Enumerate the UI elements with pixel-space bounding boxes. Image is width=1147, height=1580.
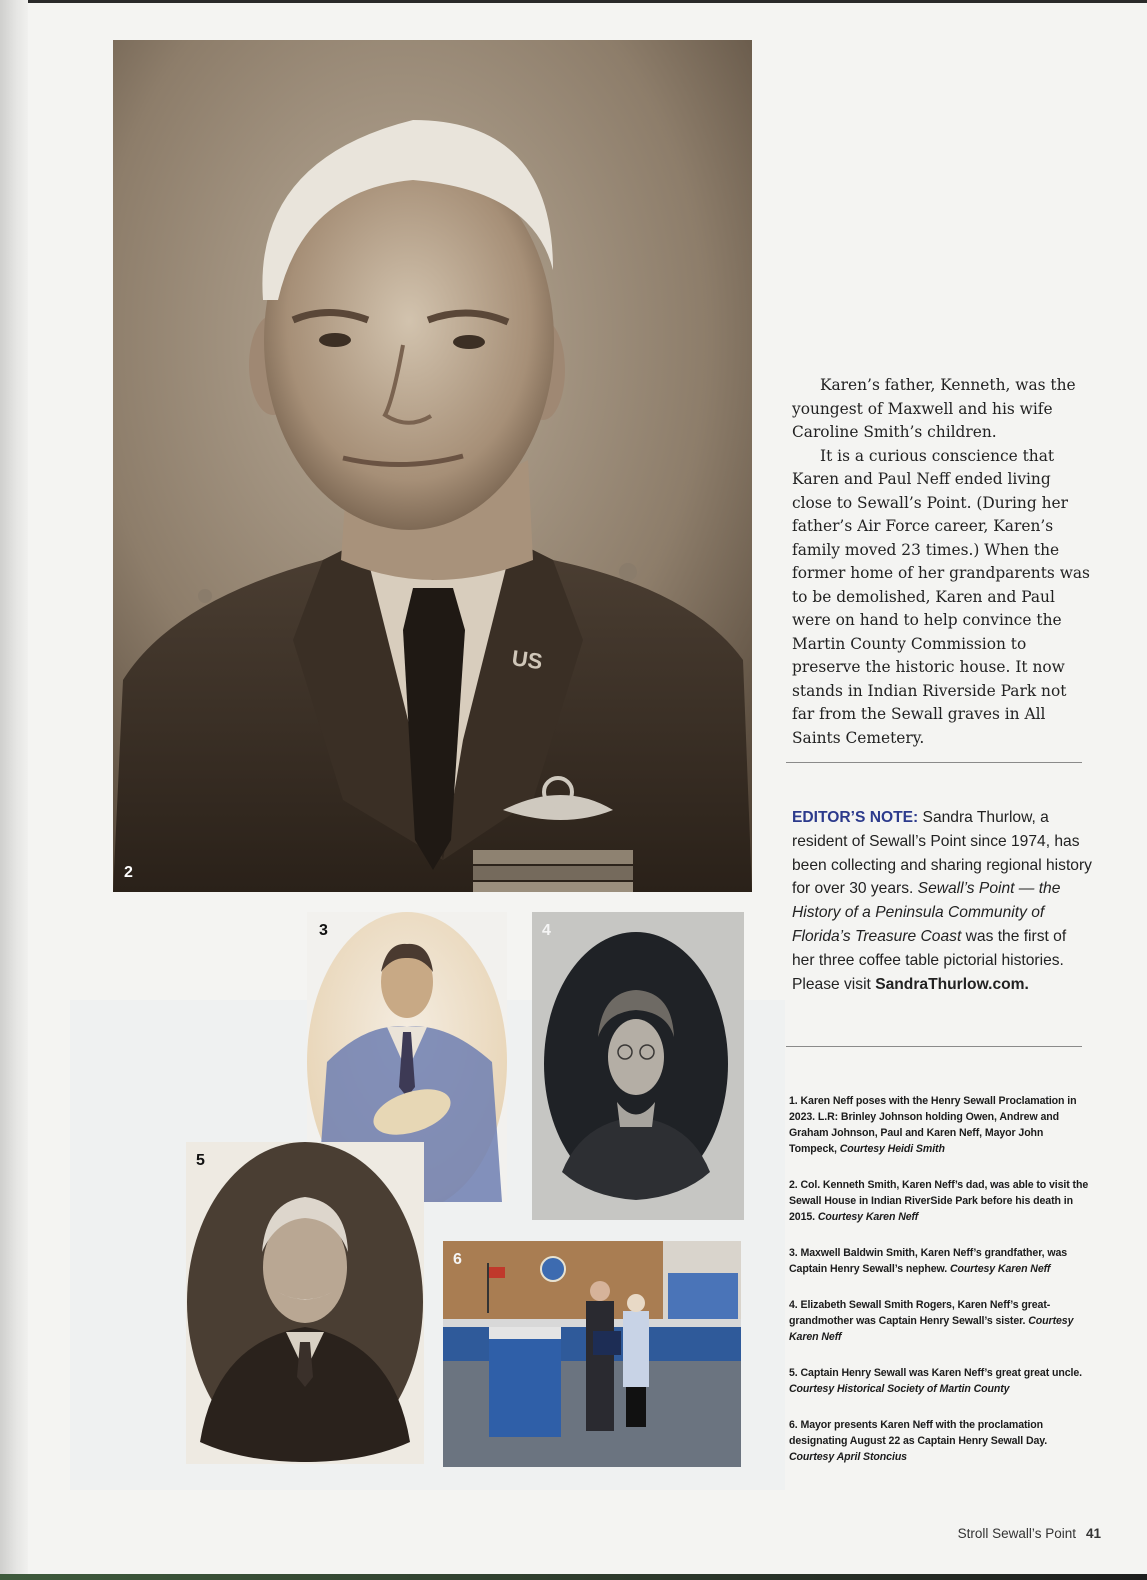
editors-note (792, 806, 1092, 996)
story-paragraph-2: It is a curious conscience that Karen and Paul Neff ended living close to Sewall’s Point. (During her father’s Air Force career, Karen’s family moved 23 times.) When the former home of her grandparents was to be demolished, Karen and Paul were on hand to help convince the Martin County Commission to preserve the historic house. It now stands in Indian Riverside Park not far from the Sewall graves in All Saints Cemetery. (792, 446, 1090, 747)
story-paragraph-1: Karen’s father, Kenneth, was the youngest of Maxwell and his wife Caroline Smith’s children. (792, 376, 1076, 441)
photo-captain-henry-sewall (186, 1142, 424, 1464)
photo-number-6: 6 (453, 1251, 462, 1268)
caption-2: 2. Col. Kenneth Smith, Karen Neff’s dad, was able to visit the Sewall House in Indian RiverSide Park before his death in 2015. Courtesy Karen Neff (789, 1179, 1089, 1223)
page-bottom-edge (0, 1574, 1147, 1580)
editors-note-text-2: was the first of her three coffee table pictorial histories. Please visit (792, 927, 1067, 993)
caption-5: 5. Captain Henry Sewall was Karen Neff’s great great uncle. Courtesy Historical Society of Martin County (789, 1367, 1082, 1395)
publication-name: Stroll Sewall’s Point (957, 1526, 1076, 1541)
photo-number-3: 3 (319, 922, 328, 939)
caption-6: 6. Mayor presents Karen Neff with the proclamation designating August 22 as Captain Henry Sewall Day. Courtesy April Stoncius (789, 1419, 1048, 1463)
oval-portrait-illustration (186, 1142, 424, 1464)
oval-portrait-illustration (532, 912, 744, 1220)
photo-proclamation-presentation (443, 1241, 741, 1467)
page-gutter (0, 0, 28, 1580)
editors-note-lead: EDITOR’S NOTE: (792, 809, 919, 826)
page-number: 41 (1085, 1526, 1101, 1541)
photo-number-2: 2 (124, 864, 133, 881)
us-insignia: US (510, 645, 545, 675)
photo-kenneth-smith-portrait (113, 40, 752, 892)
divider-rule-2 (786, 1046, 1082, 1047)
editors-note-website-link[interactable]: SandraThurlow.com. (875, 975, 1029, 993)
divider-rule-1 (786, 762, 1082, 763)
photo-captions (789, 1093, 1089, 1485)
editors-note-book-title: Sewall’s Point — the History of a Peninsula Community of Florida’s Treasure Coast (792, 880, 1061, 945)
portrait-illustration (113, 40, 752, 892)
photo-number-5: 5 (196, 1152, 205, 1169)
photo-number-4: 4 (542, 922, 551, 939)
caption-1: 1. Karen Neff poses with the Henry Sewall Proclamation in 2023. L.R: Brinley Johnson holding Owen, Andrew and Graham Johnson, Paul and Karen Neff, Mayor John Tompeck, Courtesy Heidi Smith (789, 1095, 1077, 1155)
page-footer (958, 1526, 1101, 1541)
page-top-edge (0, 0, 1147, 3)
story-text (792, 374, 1092, 750)
editors-note-text-1: Sandra Thurlow, a resident of Sewall’s Point since 1974, has been collecting and sharing regional history for over 30 years. (792, 809, 1092, 898)
photo-elizabeth-sewall-smith-rogers (532, 912, 744, 1220)
caption-3: 3. Maxwell Baldwin Smith, Karen Neff’s grandfather, was Captain Henry Sewall’s nephew. Courtesy Karen Neff (789, 1247, 1068, 1275)
commission-chamber-illustration (443, 1241, 741, 1467)
caption-4: 4. Elizabeth Sewall Smith Rogers, Karen Neff’s great-grandmother was Captain Henry Sewall’s sister. Courtesy Karen Neff (789, 1299, 1074, 1343)
